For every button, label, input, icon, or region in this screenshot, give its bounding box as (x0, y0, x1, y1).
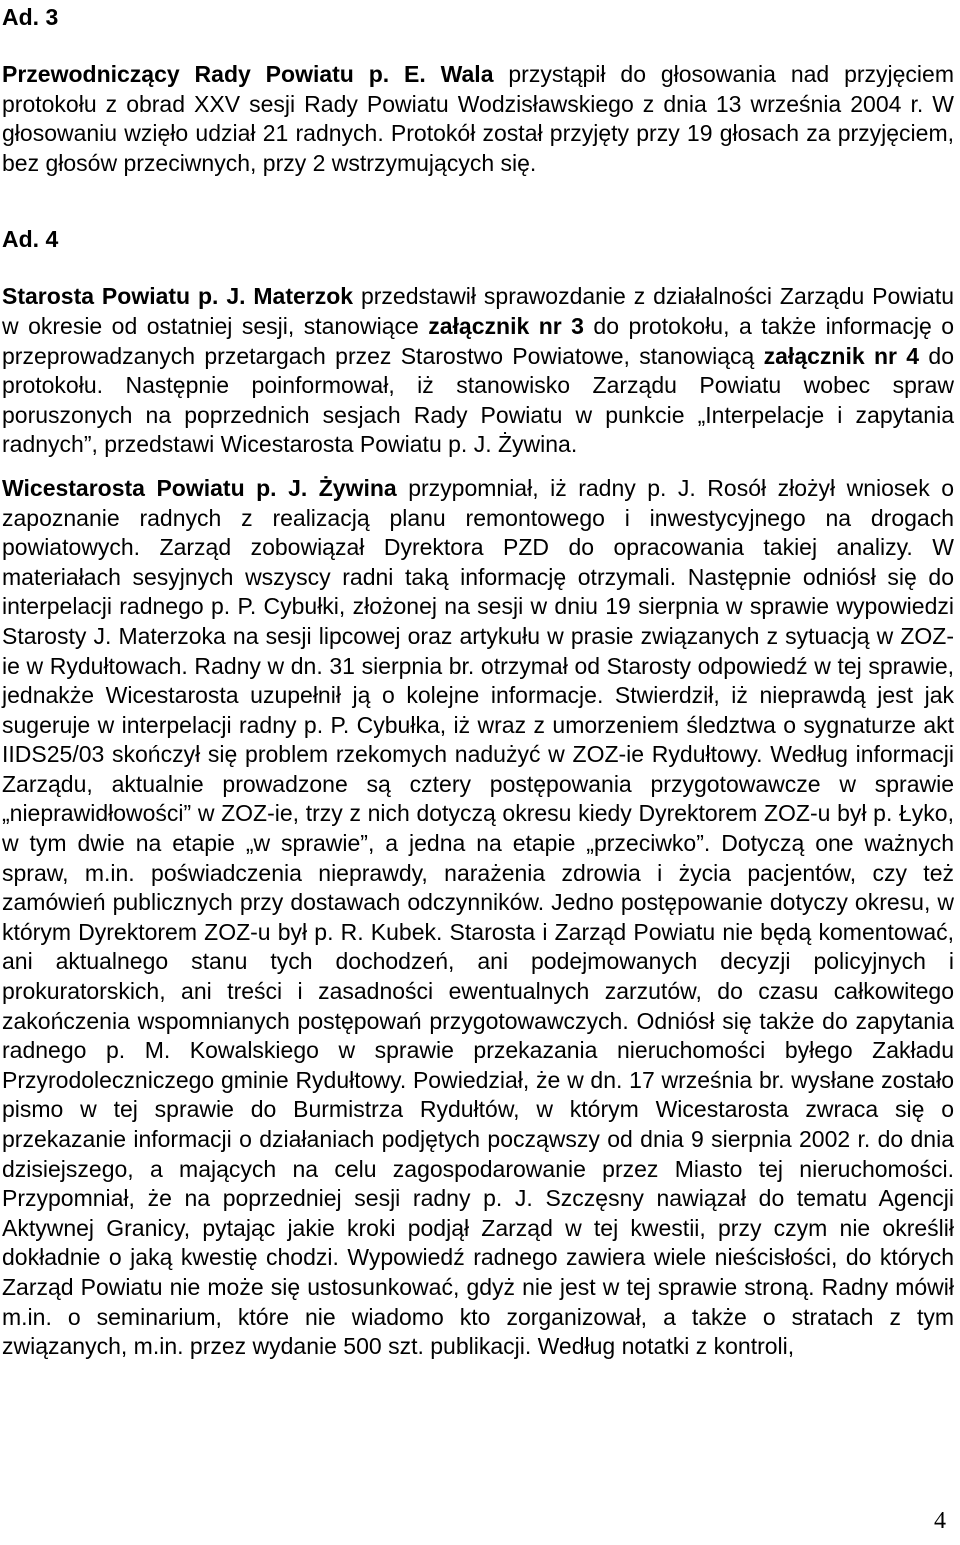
paragraph-text: przystąpił do głosowania nad przyjęciem protokołu z obrad XXV sesji Rady Powiatu Wodzisławskiego z dnia 13 września 2004 r. W głosowaniu wzięło udział 21 radnych. Protokół został przyjęty przy 19 głosach za przyjęciem, bez głosów przeciwnych, przy 2 wstrzymujących się. (2, 61, 954, 176)
paragraph-text: do protokołu. Następnie poinformował, iż stanowisko Zarządu Powiatu wobec spraw poruszonych na poprzednich sesjach Rady Powiatu w punkcie „Interpelacje i zapytania radnych”, przedstawi Wicestarosta Powiatu p. J. Żywina. (2, 342, 954, 458)
attachment-reference-4: załącznik nr 4 (763, 342, 920, 369)
paragraph-starosta-report (2, 282, 954, 460)
paragraph-text: przedstawił sprawozdanie z działalności Zarządu Powiatu w okresie od ostatniej sesji, stanowiące (2, 283, 954, 339)
paragraph-text: do protokołu, a także informację o przeprowadzanych przetargach przez Starostwo Powiatowe, stanowiącą (2, 312, 954, 369)
speaker-vice-starosta: Wicestarosta Powiatu p. J. Żywina (2, 474, 397, 501)
paragraph-vote-protocol (2, 60, 954, 178)
attachment-reference-3: załącznik nr 3 (428, 312, 584, 339)
section-heading-ad4: Ad. 4 (2, 226, 59, 253)
speaker-chairman: Przewodniczący Rady Powiatu p. E. Wala (2, 61, 494, 87)
page-number: 4 (934, 1508, 946, 1534)
paragraph-text: przypomniał, iż radny p. J. Rosół złożył wniosek o zapoznanie radnych z realizacją planu remontowego i inwestycyjnego na drogach powiatowych. Zarząd zobowiązał Dyrektora PZD do opracowania takiej analizy. W materiałach sesyjnych wszyscy radni taką informację otrzymali. Następnie odniósł się do interpelacji radnego p. P. Cybułki, złożonej na sesji w dniu 19 sierpnia w sprawie wypowiedzi Starosty J. Materzoka na sesji lipcowej oraz artykułu w prasie związanych z sytuacją w ZOZ-ie w Rydułtowach. Radny w dn. 31 sierpnia br. otrzymał od Starosty odpowiedź w tej sprawie, jednakże Wicestarosta uzupełnił ją o kolejne informacje. Stwierdził, iż nieprawdą jest jak sugeruje w interpelacji radny p. P. Cybułka, iż wraz z umorzeniem śledztwa o sygnaturze akt IIDS25/03 skończył się problem rzekomych nadużyć w ZOZ-ie Rydułtowy. Według informacji Zarządu, aktualnie prowadzone są cztery postępowania przygotowawcze w sprawie „nieprawidłowości” w ZOZ-ie, trzy z nich dotyczą okresu kiedy Dyrektorem ZOZ-u był p. Łyko, w tym dwie na etapie „w sprawie”, a jedna na etapie „przeciwko”. Dotyczą one ważnych spraw, m.in. poświadczenia nieprawdy, narażenia zdrowia i życia pacjentów, czy też zamówień publicznych przy dostawach odczynników. Jedno postępowanie dotyczy okresu, w którym Dyrektorem ZOZ-u był p. R. Kubek. Starosta i Zarząd Powiatu nie będą komentować, ani aktualnego stanu tych dochodzeń, ani podejmowanych decyzji policyjnych i prokuratorskich, ani treści i zasadności ewentualnych zarzutów, do czasu całkowitego zakończenia wspomnianych postępowań przygotowawczych. Odniósł się także do zapytania radnego p. M. Kowalskiego w sprawie przekazania nieruchomości byłego Zakładu Przyrodoleczniczego gminie Rydułtowy. Powiedział, że w dn. 17 września br. wysłane zostało pismo w tej sprawie do Burmistrza Rydułtów, w którym Wicestarosta zwraca się o przekazanie informacji o działaniach podjętych począwszy od dnia 9 sierpnia 2002 r. do dnia dzisiejszego, a mających na celu zagospodarowanie przez Miasto tej nieruchomości. Przypomniał, że na poprzedniej sesji radny p. J. Szczęsny nawiązał do tematu Agencji Aktywnej Granicy, pytając jakie kroki podjął Zarząd w tej kwestii, przy czym nie określił dokładnie o jaką kwestię chodzi. Wypowiedź radnego zawiera wiele nieścisłości, do których Zarząd Powiatu nie może się ustosunkować, gdyż nie jest w tej sprawie stroną. Radny mówił m.in. o seminarium, które nie wiadomo kto zorganizował, a także o stratach z tym związanych, m.in. przez wydanie 500 szt. publikacji. Według notatki z kontroli, (2, 474, 955, 1360)
speaker-starosta: Starosta Powiatu p. J. Materzok (2, 283, 354, 310)
paragraph-vice-starosta-statement (2, 474, 954, 1362)
section-heading-ad3: Ad. 3 (2, 4, 59, 30)
